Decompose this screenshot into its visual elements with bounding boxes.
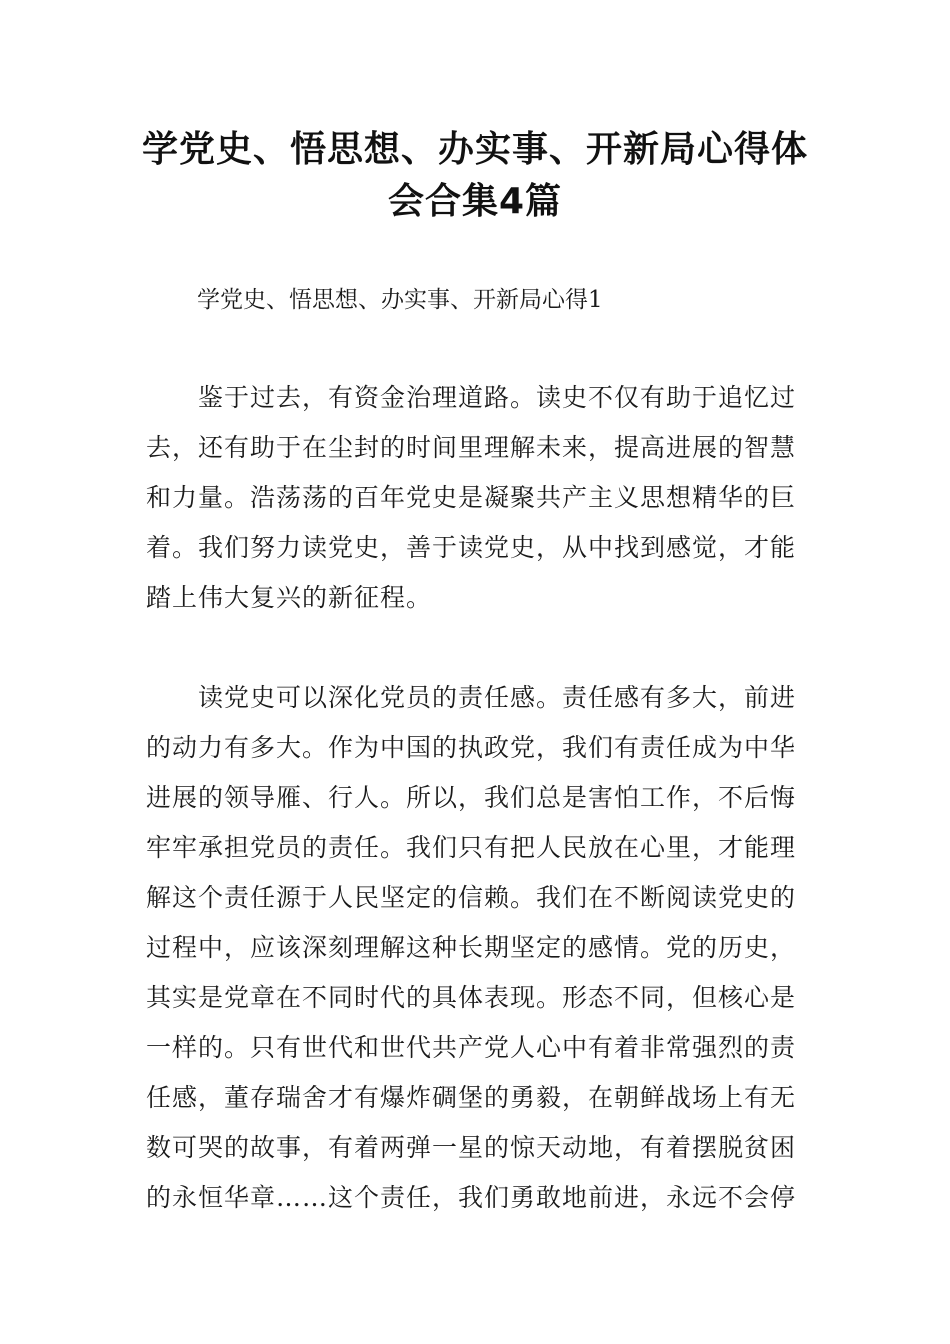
paragraph-line: 和力量。浩荡荡的百年党史是凝聚共产主义思想精华的巨 xyxy=(146,483,797,512)
paragraph-line: 的永恒华章……这个责任，我们勇敢地前进，永远不会停 xyxy=(146,1183,797,1212)
section-heading: 学党史、悟思想、办实事、开新局心得1 xyxy=(197,287,603,313)
paragraph-line: 其实是党章在不同时代的具体表现。形态不同，但核心是 xyxy=(146,983,797,1012)
paragraph-line: 去，还有助于在尘封的时间里理解未来，提高进展的智慧 xyxy=(146,433,797,462)
document-title-line1: 学党史、悟思想、办实事、开新局心得体 xyxy=(141,129,808,170)
paragraph-line: 牢牢承担党员的责任。我们只有把人民放在心里，才能理 xyxy=(146,833,797,862)
paragraph-line: 的动力有多大。作为中国的执政党，我们有责任成为中华 xyxy=(146,733,797,762)
paragraph-line: 鉴于过去，有资金治理道路。读史不仅有助于追忆过 xyxy=(198,383,797,412)
paragraph-line: 读党史可以深化党员的责任感。责任感有多大，前进 xyxy=(198,683,797,712)
paragraph-line: 解这个责任源于人民坚定的信赖。我们在不断阅读党史的 xyxy=(146,883,797,912)
paragraph-line: 一样的。只有世代和世代共产党人心中有着非常强烈的责 xyxy=(146,1033,797,1062)
paragraph-2 xyxy=(146,673,806,1223)
paragraph-line: 数可哭的故事，有着两弹一星的惊天动地，有着摆脱贫困 xyxy=(146,1133,797,1162)
document-title-line2: 会合集4篇 xyxy=(387,181,563,222)
paragraph-line: 踏上伟大复兴的新征程。 xyxy=(146,583,433,612)
paragraph-1 xyxy=(146,373,806,623)
paragraph-line: 进展的领导雁、行人。所以，我们总是害怕工作，不后悔 xyxy=(146,783,797,812)
paragraph-line: 过程中，应该深刻理解这种长期坚定的感情。党的历史， xyxy=(146,933,797,962)
paragraph-line: 着。我们努力读党史，善于读党史，从中找到感觉，才能 xyxy=(146,533,797,562)
paragraph-line: 任感，董存瑞舍才有爆炸碉堡的勇毅，在朝鲜战场上有无 xyxy=(146,1083,797,1112)
